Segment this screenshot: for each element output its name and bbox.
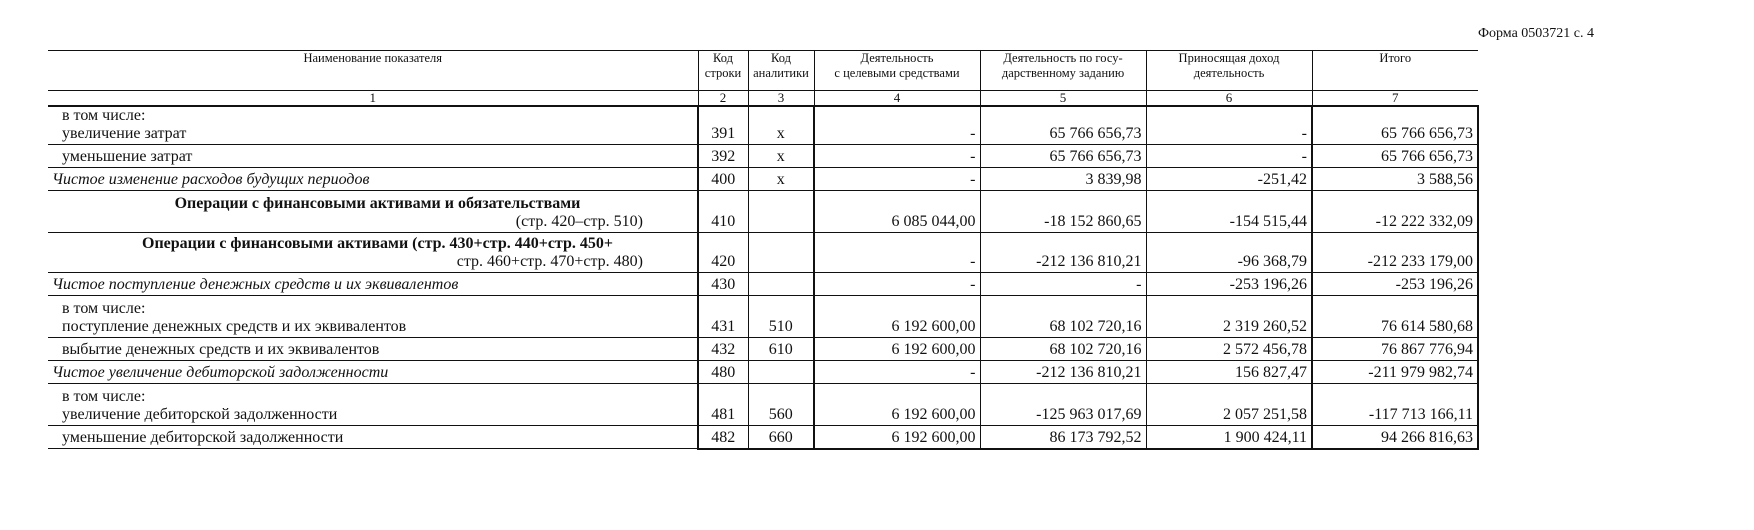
column-number: 3 bbox=[748, 91, 814, 107]
row-code: 432 bbox=[698, 338, 748, 361]
table-row bbox=[48, 361, 1478, 384]
row-name-line: Чистое увеличение дебиторской задолженности bbox=[52, 364, 389, 381]
row-name bbox=[48, 273, 698, 296]
analytic-code: 660 bbox=[748, 426, 814, 449]
value-total: 76 614 580,68 bbox=[1312, 296, 1478, 338]
row-name-line: Операции с финансовыми активами (стр. 430+стр. 440+стр. 450+ bbox=[142, 235, 613, 252]
value-total: -12 222 332,09 bbox=[1312, 191, 1478, 233]
column-number-row bbox=[48, 91, 1478, 107]
value-state-assignment: 86 173 792,52 bbox=[980, 426, 1146, 449]
column-number: 7 bbox=[1312, 91, 1478, 107]
value-total: 76 867 776,94 bbox=[1312, 338, 1478, 361]
analytic-code bbox=[748, 233, 814, 273]
row-name-line: поступление денежных средств и их эквивалентов bbox=[62, 318, 407, 335]
header-label-line: деятельность bbox=[1193, 66, 1265, 80]
row-code: 410 bbox=[698, 191, 748, 233]
value-state-assignment: -125 963 017,69 bbox=[980, 384, 1146, 426]
analytic-code: x bbox=[748, 106, 814, 145]
row-name-line: уменьшение дебиторской задолженности bbox=[62, 429, 344, 446]
value-income-activity: -96 368,79 bbox=[1146, 233, 1312, 273]
row-name bbox=[48, 296, 698, 338]
value-total: -117 713 166,11 bbox=[1312, 384, 1478, 426]
value-targeted-funds: - bbox=[814, 106, 980, 145]
value-income-activity: -253 196,26 bbox=[1146, 273, 1312, 296]
row-name bbox=[48, 426, 698, 449]
row-name bbox=[48, 168, 698, 191]
header-total bbox=[1312, 51, 1478, 91]
header-label-line: Итого bbox=[1379, 51, 1412, 65]
analytic-code: x bbox=[748, 168, 814, 191]
value-state-assignment: 65 766 656,73 bbox=[980, 106, 1146, 145]
value-targeted-funds: - bbox=[814, 145, 980, 168]
value-targeted-funds: 6 192 600,00 bbox=[814, 384, 980, 426]
analytic-code bbox=[748, 273, 814, 296]
row-name bbox=[48, 191, 698, 233]
value-targeted-funds: - bbox=[814, 168, 980, 191]
value-state-assignment: -18 152 860,65 bbox=[980, 191, 1146, 233]
table-row bbox=[48, 384, 1478, 426]
column-number: 6 bbox=[1146, 91, 1312, 107]
value-total: 65 766 656,73 bbox=[1312, 106, 1478, 145]
analytic-code: 560 bbox=[748, 384, 814, 426]
value-state-assignment: 65 766 656,73 bbox=[980, 145, 1146, 168]
header-targeted-funds bbox=[814, 51, 980, 91]
table-row bbox=[48, 296, 1478, 338]
value-targeted-funds: 6 192 600,00 bbox=[814, 338, 980, 361]
row-name-line: (стр. 420–стр. 510) bbox=[515, 213, 643, 230]
column-number: 5 bbox=[980, 91, 1146, 107]
value-state-assignment: -212 136 810,21 bbox=[980, 233, 1146, 273]
row-name bbox=[48, 106, 698, 145]
table-row bbox=[48, 191, 1478, 233]
report-table bbox=[48, 50, 1479, 450]
header-label-line: Наименование показателя bbox=[303, 51, 443, 65]
row-name-line: выбытие денежных средств и их эквивалентов bbox=[62, 341, 380, 358]
header-row bbox=[48, 51, 1478, 91]
header-label-line: Код bbox=[713, 51, 733, 65]
analytic-code: 510 bbox=[748, 296, 814, 338]
value-targeted-funds: - bbox=[814, 273, 980, 296]
header-label-line: строки bbox=[704, 66, 742, 80]
row-name-line: увеличение дебиторской задолженности bbox=[62, 406, 338, 423]
value-targeted-funds: - bbox=[814, 361, 980, 384]
row-code: 431 bbox=[698, 296, 748, 338]
table-row bbox=[48, 426, 1478, 449]
value-income-activity: 2 057 251,58 bbox=[1146, 384, 1312, 426]
row-code: 482 bbox=[698, 426, 748, 449]
table-row bbox=[48, 168, 1478, 191]
analytic-code: x bbox=[748, 145, 814, 168]
row-name-line: Чистое изменение расходов будущих периодов bbox=[52, 171, 370, 188]
header-label-line: Код bbox=[771, 51, 791, 65]
value-state-assignment: 68 102 720,16 bbox=[980, 296, 1146, 338]
row-name-line: Чистое поступление денежных средств и их эквивалентов bbox=[52, 276, 459, 293]
table-row bbox=[48, 233, 1478, 273]
row-code: 481 bbox=[698, 384, 748, 426]
value-income-activity: - bbox=[1146, 106, 1312, 145]
row-name-line: в том числе: bbox=[62, 107, 146, 124]
column-number: 1 bbox=[48, 91, 698, 107]
value-state-assignment: 68 102 720,16 bbox=[980, 338, 1146, 361]
row-name-line: увеличение затрат bbox=[62, 125, 187, 142]
value-income-activity: 2 319 260,52 bbox=[1146, 296, 1312, 338]
row-code: 400 bbox=[698, 168, 748, 191]
value-income-activity: 2 572 456,78 bbox=[1146, 338, 1312, 361]
value-targeted-funds: 6 192 600,00 bbox=[814, 296, 980, 338]
header-label-line: Деятельность bbox=[860, 51, 934, 65]
value-state-assignment: 3 839,98 bbox=[980, 168, 1146, 191]
table-row bbox=[48, 273, 1478, 296]
value-total: 65 766 656,73 bbox=[1312, 145, 1478, 168]
table-row bbox=[48, 106, 1478, 145]
row-name-line: стр. 460+стр. 470+стр. 480) bbox=[456, 253, 643, 270]
analytic-code: 610 bbox=[748, 338, 814, 361]
report-body bbox=[48, 106, 1478, 449]
header-label-line: Деятельность по госу- bbox=[1003, 51, 1123, 65]
header-analytic-code bbox=[748, 51, 814, 91]
row-code: 391 bbox=[698, 106, 748, 145]
value-income-activity: -251,42 bbox=[1146, 168, 1312, 191]
row-name bbox=[48, 384, 698, 426]
row-name-line: уменьшение затрат bbox=[62, 148, 193, 165]
row-code: 392 bbox=[698, 145, 748, 168]
value-total: -253 196,26 bbox=[1312, 273, 1478, 296]
row-name-line: Операции с финансовыми активами и обязательствами bbox=[174, 195, 581, 212]
value-total: -211 979 982,74 bbox=[1312, 361, 1478, 384]
analytic-code bbox=[748, 361, 814, 384]
header-label-line: с целевыми средствами bbox=[834, 66, 960, 80]
value-state-assignment: - bbox=[980, 273, 1146, 296]
row-name bbox=[48, 338, 698, 361]
value-targeted-funds: 6 192 600,00 bbox=[814, 426, 980, 449]
value-state-assignment: -212 136 810,21 bbox=[980, 361, 1146, 384]
column-number: 2 bbox=[698, 91, 748, 107]
value-income-activity: - bbox=[1146, 145, 1312, 168]
row-code: 430 bbox=[698, 273, 748, 296]
table-row bbox=[48, 338, 1478, 361]
row-code: 480 bbox=[698, 361, 748, 384]
row-name bbox=[48, 145, 698, 168]
value-total: -212 233 179,00 bbox=[1312, 233, 1478, 273]
row-code: 420 bbox=[698, 233, 748, 273]
value-income-activity: -154 515,44 bbox=[1146, 191, 1312, 233]
header-row-code bbox=[698, 51, 748, 91]
header-label-line: Приносящая доход bbox=[1178, 51, 1280, 65]
value-income-activity: 156 827,47 bbox=[1146, 361, 1312, 384]
header-state-assignment bbox=[980, 51, 1146, 91]
table-row bbox=[48, 145, 1478, 168]
row-name-line: в том числе: bbox=[62, 388, 146, 405]
value-total: 94 266 816,63 bbox=[1312, 426, 1478, 449]
form-label: Форма 0503721 с. 4 bbox=[1477, 26, 1594, 41]
analytic-code bbox=[748, 191, 814, 233]
value-targeted-funds: - bbox=[814, 233, 980, 273]
row-name bbox=[48, 233, 698, 273]
value-total: 3 588,56 bbox=[1312, 168, 1478, 191]
header-label-line: аналитики bbox=[753, 66, 809, 80]
row-name-line: в том числе: bbox=[62, 300, 146, 317]
value-targeted-funds: 6 085 044,00 bbox=[814, 191, 980, 233]
header-name bbox=[48, 51, 698, 91]
row-name bbox=[48, 361, 698, 384]
header-income-activity bbox=[1146, 51, 1312, 91]
header-label-line: дарственному заданию bbox=[1001, 66, 1125, 80]
value-income-activity: 1 900 424,11 bbox=[1146, 426, 1312, 449]
column-number: 4 bbox=[814, 91, 980, 107]
